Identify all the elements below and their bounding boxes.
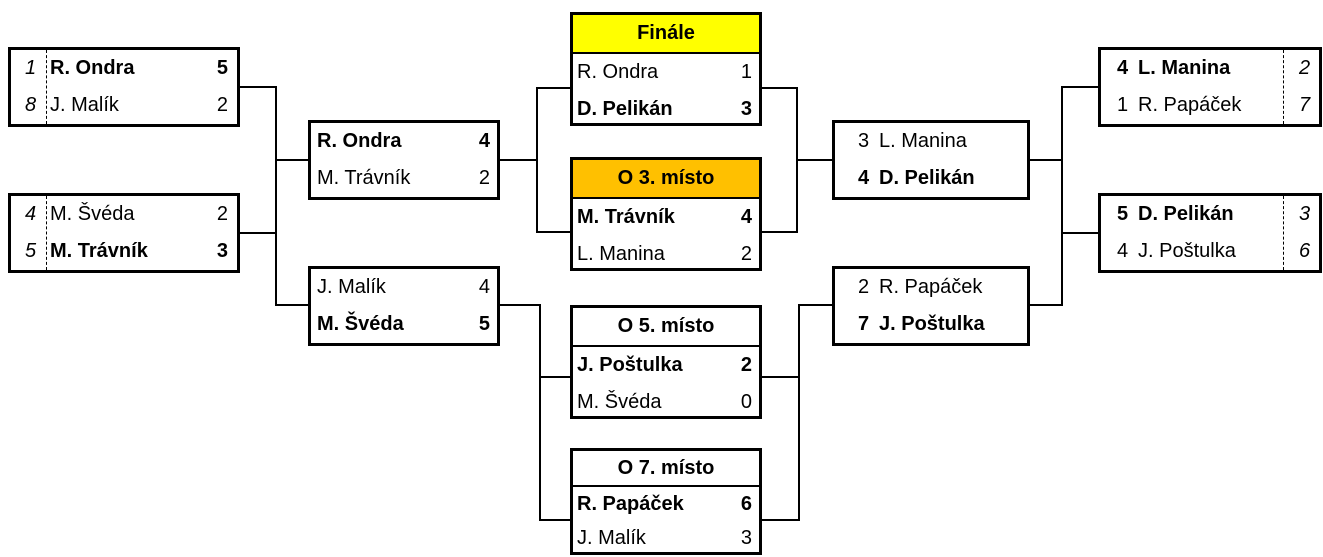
player-name: D. Pelikán [879, 167, 975, 189]
player-score: 1 [740, 61, 752, 83]
connector-line [500, 304, 540, 306]
left-qf-2 [8, 193, 240, 273]
connector-line [762, 87, 797, 89]
connector-line [536, 87, 570, 89]
connector-line [796, 159, 832, 161]
player-name: J. Poštulka [577, 354, 683, 376]
fifth-place-title: O 5. místo [573, 308, 759, 347]
player-score: 2 [740, 243, 752, 265]
player-name: L. Manina [1138, 57, 1231, 79]
player-score: 3 [858, 130, 870, 152]
player-score: 2 [216, 203, 228, 225]
match-row [1101, 196, 1319, 233]
third-place-title: O 3. místo [573, 160, 759, 199]
match-row [311, 269, 497, 306]
match-row [311, 306, 497, 343]
player-score: 7 [858, 313, 870, 335]
match-row [573, 199, 759, 236]
connector-line [275, 159, 308, 161]
seed-number: 8 [25, 94, 37, 116]
player-name: M. Trávník [50, 240, 148, 262]
seed-number: 5 [25, 240, 37, 262]
player-name: J. Malík [577, 527, 646, 549]
left-qf-1 [8, 47, 240, 127]
player-name: D. Pelikán [1138, 203, 1234, 225]
match-row [573, 347, 759, 384]
player-name: J. Malík [317, 276, 386, 298]
seed-number: 1 [25, 57, 37, 79]
final-title: Finále [573, 15, 759, 54]
player-score: 4 [858, 167, 870, 189]
connector-line [240, 232, 276, 234]
connector-line [539, 304, 541, 520]
third-place-match [570, 157, 762, 271]
seventh-place-title: O 7. místo [573, 451, 759, 487]
connector-line [500, 159, 537, 161]
player-score: 4 [478, 130, 490, 152]
player-name: J. Poštulka [1138, 240, 1236, 262]
match-row [835, 123, 1027, 160]
player-score: 4 [1117, 57, 1129, 79]
player-score: 4 [740, 206, 752, 228]
connector-line [1062, 86, 1098, 88]
match-row [835, 269, 1027, 306]
match-row [573, 487, 759, 521]
connector-line [539, 376, 570, 378]
connector-line [762, 376, 799, 378]
player-name: R. Ondra [317, 130, 402, 152]
connector-line [1061, 86, 1063, 306]
right-qf-2 [1098, 193, 1322, 273]
seventh-place-match [570, 448, 762, 555]
connector-line [536, 87, 538, 232]
player-name: R. Papáček [879, 276, 983, 298]
player-name: R. Ondra [577, 61, 659, 83]
seed-number: 4 [25, 203, 37, 225]
left-sf-1 [308, 120, 500, 200]
match-row [11, 196, 237, 233]
match-row [573, 54, 759, 91]
right-sf-1 [832, 120, 1030, 200]
seed-number: 7 [1299, 94, 1311, 116]
connector-line [536, 231, 570, 233]
match-row [11, 87, 237, 124]
player-name: J. Malík [50, 94, 119, 116]
player-score: 2 [478, 167, 490, 189]
connector-line [1030, 304, 1062, 306]
player-name: R. Papáček [1138, 94, 1242, 116]
left-sf-2 [308, 266, 500, 346]
seed-number: 6 [1299, 240, 1311, 262]
player-name: M. Švéda [50, 203, 135, 225]
connector-line [798, 304, 832, 306]
right-qf-1 [1098, 47, 1322, 127]
player-score: 5 [478, 313, 490, 335]
connector-line [275, 86, 277, 304]
connector-line [762, 519, 799, 521]
player-name: M. Trávník [577, 206, 675, 228]
match-row [835, 160, 1027, 197]
match-row [11, 233, 237, 270]
player-name: R. Ondra [50, 57, 135, 79]
player-score: 3 [740, 98, 752, 120]
player-score: 3 [216, 240, 228, 262]
connector-line [1030, 159, 1062, 161]
player-score: 2 [740, 354, 752, 376]
player-score: 5 [216, 57, 228, 79]
player-score: 6 [740, 493, 752, 515]
connector-line [762, 231, 797, 233]
player-name: M. Švéda [317, 313, 404, 335]
connector-line [1062, 232, 1098, 234]
seed-number: 2 [1299, 57, 1311, 79]
player-score: 2 [216, 94, 228, 116]
match-row [311, 160, 497, 197]
player-score: 1 [1117, 94, 1129, 116]
match-row [573, 521, 759, 555]
seed-number: 3 [1299, 203, 1311, 225]
player-score: 2 [858, 276, 870, 298]
player-name: L. Manina [879, 130, 967, 152]
match-row [573, 91, 759, 128]
player-name: M. Švéda [577, 391, 662, 413]
player-name: L. Manina [577, 243, 665, 265]
match-row [573, 236, 759, 273]
connector-line [798, 304, 800, 521]
player-score: 4 [1117, 240, 1129, 262]
match-row [1101, 87, 1319, 124]
player-name: D. Pelikán [577, 98, 673, 120]
player-score: 3 [740, 527, 752, 549]
match-row [311, 123, 497, 160]
match-row [573, 384, 759, 421]
match-row [11, 50, 237, 87]
connector-line [539, 519, 570, 521]
player-score: 0 [740, 391, 752, 413]
match-row [1101, 50, 1319, 87]
player-name: M. Trávník [317, 167, 411, 189]
connector-line [240, 86, 276, 88]
player-score: 4 [478, 276, 490, 298]
fifth-place-match [570, 305, 762, 419]
match-row [1101, 233, 1319, 270]
match-row [835, 306, 1027, 343]
player-name: R. Papáček [577, 493, 684, 515]
connector-line [275, 304, 308, 306]
final-match [570, 12, 762, 126]
player-score: 5 [1117, 203, 1129, 225]
right-sf-2 [832, 266, 1030, 346]
player-name: J. Poštulka [879, 313, 985, 335]
